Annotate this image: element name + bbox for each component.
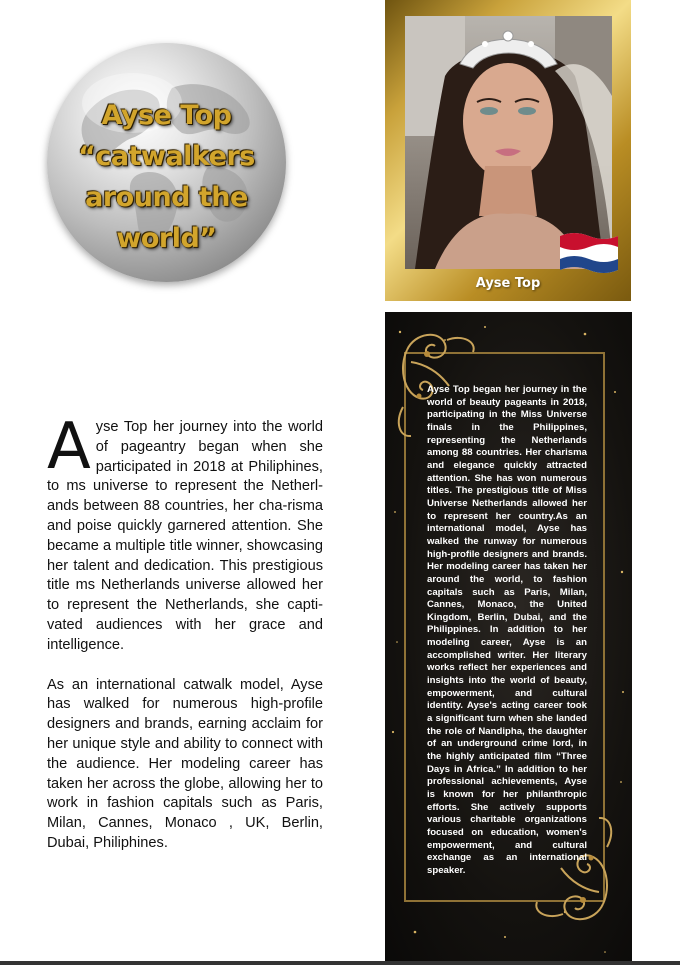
globe-graphic [47,43,286,282]
netherlands-flag-icon [558,230,620,275]
article-paragraph [47,410,323,656]
article-paragraph: As an international catwalk model, Ayse has walked for numerous high-profile designers and brands, earning acclaim for her unique style and ability to connect with the audience. Her modeling career has taken her across the globe, allowing her to work in fashion capitals such as Paris, Milan, Cannes, Monaco , UK, Berlin, Dubai, Philiphines. [47,676,323,851]
globe-title-line: “catwalkers [78,141,255,172]
biography-panel [385,312,632,965]
page-bottom-rule [0,961,680,965]
drop-cap: A [47,410,91,484]
globe-title [47,95,286,259]
article-body [47,410,323,854]
panel-text: Ayse Top began her journey in the world of beauty pageants in 2018, participating in the Miss Universe finals in the Philippines, representing the Netherlands among 88 countries. Her charisma and elegance quickly attracted attention. She has won numerous titles. The prestigious title of Miss Universe Netherlands allowed her to represent her country.As an international model, Ayse has walked the runway for numerous high-profile designers and brands. Her modeling career has taken her around the world, to fashion capitals such as Paris, Milan, Cannes, Monaco, the United Kingdom, Berlin, Dubai, and the Philippines. In addition to her modeling career, Ayse is an accomplished writer. Her literary works reflect her experiences and insights into the world of beauty, empowerment, and cultural identity. Ayse's acting career took a significant turn when she landed the role of Nandipha, the daughter of an underground crime lord, in the highly anticipated film “Three Days in Africa.” In addition to her professional achievements, Ayse is known for her philanthropic efforts. She actively supports various charitable organizations focused on education, women's empowerment, and cultural exchange as an international speaker. [427,384,587,876]
portrait-card [385,0,631,301]
globe-title-line: Ayse Top [101,100,232,131]
globe-title-line: around the [85,182,248,213]
globe-title-line: world” [116,223,217,254]
portrait-name: Ayse Top [475,276,541,291]
article-paragraph-text: yse Top her journey into the world of pageantry began when she participated in 2018 at Philiphines, to ms universe to represent the Netherl-ands between 88 countries, her cha-risma and poise quickly garnered attention. She became a multiple title winner, showcasing her talent and dedication. This prestigious title ms Netherlands universe allowed her to represent the Netherlands, she capti-vated audiences with her grace and intelligence. [47,419,323,653]
